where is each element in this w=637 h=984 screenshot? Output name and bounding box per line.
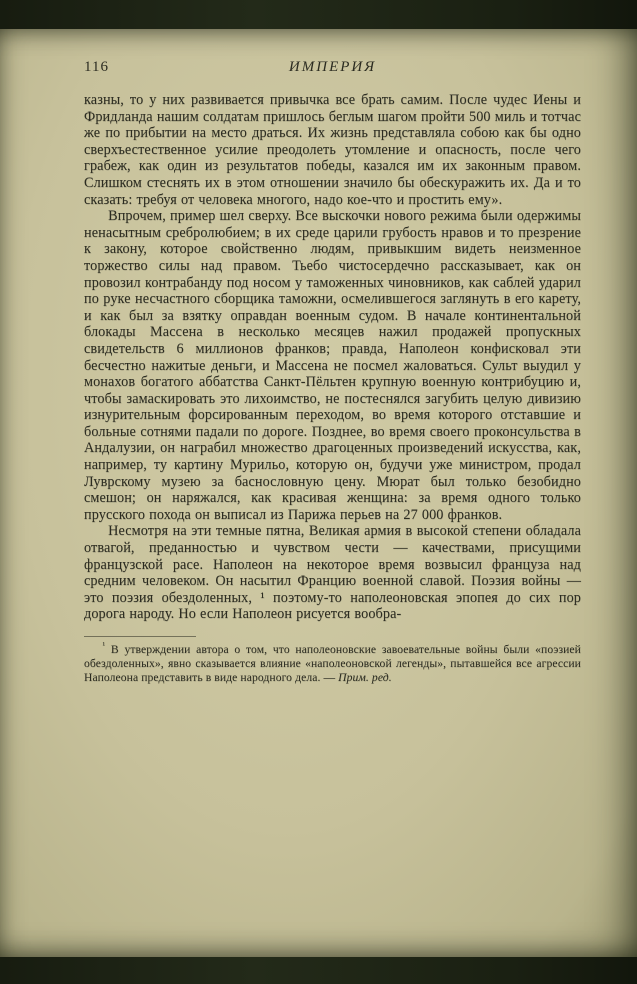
paragraph: казны, то у них развивается привычка все брать самим. После чудес Иены и Фридланда нашим солдатам пришлось беглым шагом пройти 500 миль и тотчас же по прибытии на место драться. Их жизнь представляла собою как бы одно сверхъестественное усилие преодолеть утомление и опасность, после чего грабеж, как один из результатов победы, казался им их законным правом. Слишком стеснять их в этом отношении значило бы обескуражить их. Да и то сказать: требуя от человека многого, надо кое-что и простить ему». bbox=[84, 92, 581, 208]
footnote-marker: ¹ bbox=[102, 640, 106, 651]
running-header: ИМПЕРИЯ bbox=[288, 59, 377, 75]
paragraph: Впрочем, пример шел сверху. Все выскочки нового режима были одержимы ненасытным сребролюбием; в их среде царили грубость нравов и то презрение к закону, которое свойственно людям, привыкшим видеть неизменное торжество силы над правом. Тьебо чистосердечно рассказывает, как он провозил контрабанду под носом у таможенных чиновников, как саблей ударил по руке несчастного сборщика таможни, осмелившегося заглянуть в его карету, и как был за взятку оправдан военным судом. В начале континентальной блокады Массена в несколько месяцев нажил продажей пропускных свидетельств 6 миллионов франков; правда, Наполеон конфисковал эти бесчестно нажитые деньги, и Массена не посмел жаловаться. Сульт выудил у монахов богатого аббатства Санкт-Пёльтен крупную военную контрибуцию и, чтобы замаскировать это лихоимство, не постеснялся загубить целую дивизию изнурительным форсированным переходом, во время которого отставшие и больные сотнями падали по дороге. Позднее, во время своего проконсульства в Андалузии, он награбил множество драгоценных произведений искусства, как, например, ту картину Мурильо, которую он, будучи уже министром, продал Луврскому музею за баснословную цену. Мюрат был только безобидно смешон; он наряжался, как красивая женщина: за время одного только прусского похода он выписал из Парижа перьев на 27 000 франков. bbox=[84, 208, 581, 523]
scan-edge-bottom bbox=[0, 957, 637, 984]
scan-edge-top bbox=[0, 0, 637, 29]
book-page bbox=[0, 29, 637, 957]
footnote-text: В утверждении автора о том, что наполеоновские завоевательные войны были «поэзией обездоленных», явно сказывается влияние «наполеоновской легенды», пытавшейся все агрессии Наполеона представить в виде народного дела. — bbox=[84, 643, 581, 684]
body-text bbox=[84, 92, 581, 623]
paragraph: Несмотря на эти темные пятна, Великая армия в высокой степени обладала отвагой, преданностью и чувством чести — качествами, присущими французской расе. Наполеон на некоторое время возвысил француза над средним человеком. Он насытил Францию военной славой. Поэзия войны — это поэзия обездоленных, ¹ поэтому-то наполеоновская эпопея до сих пор дорога народу. Но если Наполеон рисуется вообра- bbox=[84, 523, 581, 623]
page-number: 116 bbox=[84, 59, 109, 75]
page-content bbox=[0, 29, 637, 957]
footnote bbox=[84, 636, 581, 685]
footnote-signature: Прим. ред. bbox=[338, 670, 392, 684]
footnote-rule bbox=[84, 636, 196, 637]
footnote-paragraph bbox=[84, 640, 581, 685]
page-header bbox=[84, 59, 581, 79]
